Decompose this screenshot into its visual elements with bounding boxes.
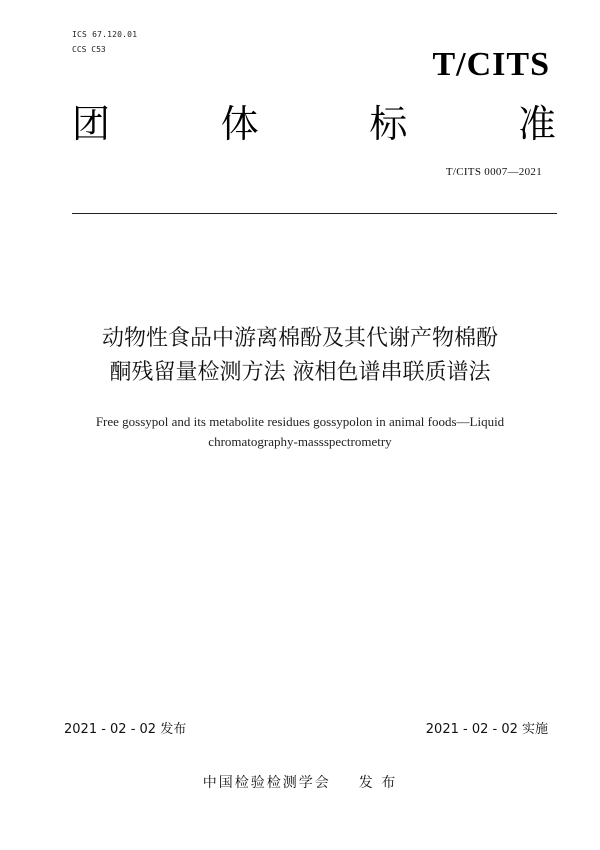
ics-code: ICS 67.120.01 (72, 30, 138, 39)
standard-type-char-3: 标 (369, 102, 408, 146)
issue-date: 2021 - 02 - 02 发布 (64, 722, 187, 737)
title-english-line-1: Free gossypol and its metabolite residues gossypolon in animal foods—Liquid (95, 414, 505, 429)
publish-label: 发 布 (358, 775, 398, 791)
publisher-name: 中国检验检测学会 (202, 775, 331, 791)
header-divider (72, 213, 557, 214)
title-chinese-line-2: 酮残留量检测方法 液相色谱串联质谱法 (109, 360, 491, 385)
standard-type-char-2: 体 (220, 102, 259, 146)
ccs-code: CCS C53 (72, 45, 106, 54)
standard-type-char-4: 准 (517, 102, 556, 146)
standard-type-heading (72, 100, 556, 148)
title-chinese (40, 322, 560, 390)
standard-type-char-1: 团 (72, 102, 111, 146)
standard-number: T/CITS 0007—2021 (445, 166, 542, 178)
title-english (40, 412, 560, 452)
publisher-line (0, 772, 600, 792)
title-chinese-line-1: 动物性食品中游离棉酚及其代谢产物棉酚 (101, 326, 498, 351)
title-english-line-2: chromatography-massspectrometry (208, 434, 392, 449)
implementation-date: 2021 - 02 - 02 实施 (425, 722, 548, 737)
standard-logo: T/CITS (432, 46, 550, 83)
